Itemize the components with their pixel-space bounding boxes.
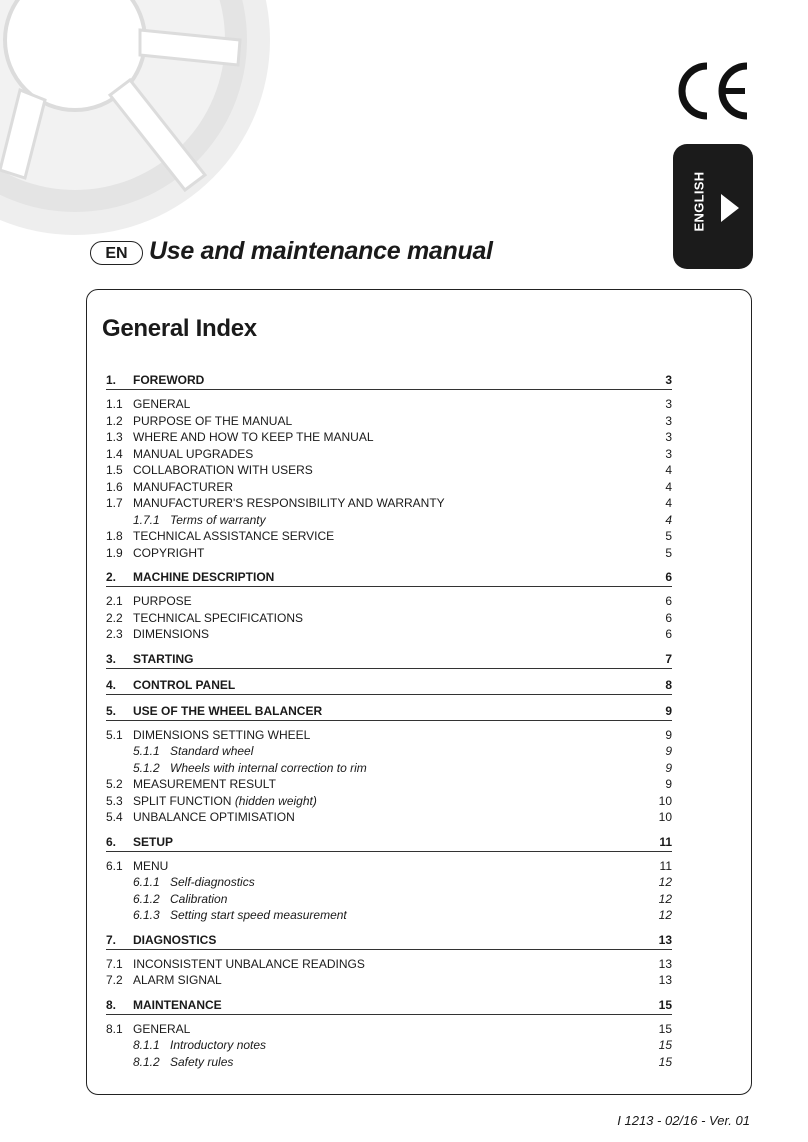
toc-subsection-row[interactable]: [106, 891, 672, 908]
toc-title-text: COLLABORATION WITH USERS: [133, 463, 313, 477]
toc-title: [133, 1021, 190, 1038]
toc-section-row[interactable]: [106, 972, 672, 989]
toc-title: [133, 446, 253, 463]
toc-subsection-row[interactable]: [106, 874, 672, 891]
toc-number: 8.1.2: [133, 1054, 160, 1069]
toc-page-number: 10: [658, 793, 672, 808]
toc-subsection-row[interactable]: [106, 1037, 672, 1054]
toc-chapter-row[interactable]: [106, 372, 672, 390]
toc-title-text: DIMENSIONS SETTING WHEEL: [133, 727, 311, 742]
toc-page-number: 3: [665, 397, 672, 411]
toc-title-text: TECHNICAL SPECIFICATIONS: [133, 610, 304, 625]
toc-title-text: GENERAL: [133, 1021, 191, 1036]
toc-section-row[interactable]: [106, 429, 672, 446]
toc-number: 2.3: [106, 627, 123, 641]
toc-title-text: MEASUREMENT RESULT: [133, 777, 276, 791]
toc-title-text: DIMENSIONS: [133, 627, 210, 641]
toc-title: [133, 545, 204, 562]
toc-number: 1.7.1: [133, 512, 160, 527]
toc-section-row[interactable]: [106, 626, 672, 643]
toc-number: 1.7: [106, 496, 123, 510]
toc-title: [133, 858, 168, 875]
toc-title: [133, 956, 365, 973]
wheel-graphic: [0, 0, 290, 240]
toc-title-text: Self-diagnostics: [170, 875, 255, 889]
toc-title-text: UNBALANCE OPTIMISATION: [133, 810, 295, 824]
toc-title: [133, 495, 445, 512]
ce-mark-icon: [673, 58, 751, 124]
toc-page-number: 9: [665, 777, 672, 791]
toc-page-number: 10: [658, 810, 672, 824]
toc-title: [133, 396, 190, 413]
toc-number: 1.4: [106, 446, 123, 461]
toc-number: 1.1: [106, 397, 123, 411]
toc-page-number: 9: [665, 727, 672, 742]
toc-title-text: CONTROL PANEL: [133, 677, 236, 692]
toc-title-text: Terms of warranty: [170, 512, 266, 527]
toc-title-text: PURPOSE OF THE MANUAL: [133, 413, 293, 428]
toc-number: 5.2: [106, 777, 123, 791]
language-tab[interactable]: [673, 144, 753, 269]
toc-page-number: 6: [665, 610, 672, 625]
toc-title-text: STARTING: [133, 651, 194, 666]
toc-title: [133, 593, 192, 610]
toc-number: 5.1.1: [133, 744, 160, 758]
toc-title-text: USE OF THE WHEEL BALANCER: [133, 703, 323, 718]
toc-subsection-row[interactable]: [106, 743, 672, 760]
toc-title-text: Wheels with internal correction to rim: [170, 760, 367, 775]
version-footer: I 1213 - 02/16 - Ver. 01: [617, 1113, 750, 1128]
toc-number: 4.: [106, 677, 117, 692]
toc-number: 1.5: [106, 463, 123, 477]
toc-title-text: Safety rules: [170, 1054, 234, 1069]
toc-subsection-row[interactable]: [106, 512, 672, 529]
toc-number: 5.1.2: [133, 760, 160, 775]
toc-number: 5.: [106, 703, 117, 718]
toc-number: 6.1.1: [133, 875, 160, 889]
toc-page-number: 4: [665, 463, 672, 477]
toc-page-number: 5: [665, 545, 672, 560]
toc-title: [170, 874, 255, 891]
language-tab-label: ENGLISH: [691, 171, 707, 232]
toc-number: 1.: [106, 373, 117, 387]
toc-page-number: 8: [665, 677, 672, 692]
toc-title: [133, 372, 204, 389]
toc-section-row[interactable]: [106, 776, 672, 793]
toc-page-number: 9: [665, 703, 672, 718]
toc-chapter-row[interactable]: [106, 569, 672, 587]
toc-chapter-row[interactable]: [106, 703, 672, 721]
toc-number: 2.: [106, 570, 117, 584]
toc-section-row[interactable]: [106, 495, 672, 512]
toc-title-text: ALARM SIGNAL: [133, 973, 222, 987]
toc-title: [170, 907, 347, 924]
index-title: General Index: [102, 315, 257, 342]
toc-number: 1.6: [106, 479, 123, 494]
toc-section-row[interactable]: [106, 793, 672, 810]
toc-title: [170, 891, 227, 908]
toc-title-text: INCONSISTENT UNBALANCE READINGS: [133, 956, 365, 971]
toc-title: [133, 776, 276, 793]
toc-section-row[interactable]: [106, 809, 672, 826]
toc-title: [170, 743, 253, 760]
toc-section-row[interactable]: [106, 727, 672, 744]
toc-number: 7.: [106, 932, 117, 947]
toc-number: 1.3: [106, 430, 123, 444]
toc-title-note: (hidden weight): [234, 793, 317, 808]
toc-page-number: 3: [665, 430, 672, 444]
toc-chapter-row[interactable]: [106, 651, 672, 669]
toc-title: [133, 429, 374, 446]
toc-section-row[interactable]: [106, 446, 672, 463]
toc-title-text: Setting start speed measurement: [170, 908, 347, 922]
toc-number: 1.9: [106, 545, 123, 560]
toc-section-row[interactable]: [106, 413, 672, 430]
toc-title-text: WHERE AND HOW TO KEEP THE MANUAL: [133, 430, 374, 444]
toc-page-number: 3: [665, 413, 672, 428]
toc-number: 5.4: [106, 810, 123, 824]
toc-page-number: 15: [658, 1038, 672, 1052]
toc-number: 8.: [106, 997, 117, 1012]
toc-section-row[interactable]: [106, 1021, 672, 1038]
toc-title-text: MAINTENANCE: [133, 997, 222, 1012]
toc-title: [133, 626, 209, 643]
arrow-right-icon: [721, 194, 739, 222]
toc-title: [133, 479, 233, 496]
toc-number: 8.1.1: [133, 1038, 160, 1052]
toc-page-number: 3: [665, 446, 672, 461]
language-badge: EN: [90, 241, 143, 265]
toc-page-number: 7: [665, 651, 672, 666]
toc-page-number: 6: [665, 570, 672, 584]
toc-title-text: MENU: [133, 858, 169, 873]
toc-title-text: SETUP: [133, 834, 174, 849]
toc-title-text: TECHNICAL ASSISTANCE SERVICE: [133, 529, 335, 543]
toc-title-text: COPYRIGHT: [133, 545, 205, 560]
toc-section-row[interactable]: [106, 545, 672, 562]
toc-number: 6.1.2: [133, 891, 160, 906]
toc-title: [133, 569, 274, 586]
toc-title: [133, 972, 222, 989]
toc-section-row[interactable]: [106, 610, 672, 627]
toc-section-row[interactable]: [106, 858, 672, 875]
toc-page-number: 5: [665, 529, 672, 543]
toc-chapter-row[interactable]: [106, 834, 672, 852]
toc-number: 2.1: [106, 594, 123, 608]
toc-number: 2.2: [106, 610, 123, 625]
toc-title: [133, 932, 216, 949]
toc-page-number: 11: [659, 834, 672, 849]
toc-title-text: SPLIT FUNCTION: [133, 793, 232, 808]
toc-page-number: 13: [658, 932, 672, 947]
toc-title-text: Introductory notes: [170, 1038, 267, 1052]
toc-chapter-row[interactable]: [106, 997, 672, 1015]
toc-chapter-row[interactable]: [106, 932, 672, 950]
toc-page-number: 4: [665, 512, 672, 527]
toc-title-text: MACHINE DESCRIPTION: [133, 570, 275, 584]
toc-number: 5.1: [106, 727, 123, 742]
toc-title-text: MANUFACTURER'S RESPONSIBILITY AND WARRANTY: [133, 496, 445, 510]
toc-section-row[interactable]: [106, 396, 672, 413]
toc-title-text: DIAGNOSTICS: [133, 932, 217, 947]
toc-page-number: 6: [665, 627, 672, 641]
toc-page-number: 15: [658, 1054, 672, 1069]
toc-number: 8.1: [106, 1021, 123, 1036]
toc-page-number: 9: [665, 744, 672, 758]
toc-section-row[interactable]: [106, 956, 672, 973]
toc-section-row[interactable]: [106, 528, 672, 545]
toc-number: 7.1: [106, 956, 123, 971]
toc-number: 3.: [106, 651, 117, 666]
toc-subsection-row[interactable]: [106, 907, 672, 924]
toc-page-number: 4: [665, 496, 672, 510]
toc-page-number: 11: [659, 858, 672, 873]
toc-page-number: 12: [658, 908, 672, 922]
toc-title-text: Standard wheel: [170, 744, 254, 758]
toc-title: [133, 997, 222, 1014]
toc-section-row[interactable]: [106, 593, 672, 610]
toc-subsection-row[interactable]: [106, 760, 672, 777]
toc-page-number: 12: [658, 875, 672, 889]
toc-title-text: PURPOSE: [133, 594, 192, 608]
toc-number: 6.1.3: [133, 908, 160, 922]
toc-page-number: 15: [658, 1021, 672, 1036]
toc-title: [133, 793, 317, 810]
manual-title: Use and maintenance manual: [149, 237, 493, 265]
toc-title-text: Calibration: [170, 891, 228, 906]
toc-title: [133, 610, 303, 627]
toc-page-number: 13: [658, 973, 672, 987]
toc-number: 1.8: [106, 529, 123, 543]
toc-section-row[interactable]: [106, 462, 672, 479]
toc-title: [133, 413, 292, 430]
toc-page-number: 6: [665, 594, 672, 608]
toc-number: 6.1: [106, 858, 123, 873]
toc-title-text: GENERAL: [133, 397, 191, 411]
toc-chapter-row[interactable]: [106, 677, 672, 695]
toc-title-text: MANUAL UPGRADES: [133, 446, 254, 461]
toc-title: [133, 834, 173, 851]
toc-title-text: FOREWORD: [133, 373, 205, 387]
toc-page-number: 3: [665, 373, 672, 387]
toc-title: [133, 651, 193, 668]
toc-title: [170, 1054, 233, 1071]
toc-title: [170, 512, 266, 529]
toc-title: [133, 462, 313, 479]
toc-number: 7.2: [106, 973, 123, 987]
toc-section-row[interactable]: [106, 479, 672, 496]
table-of-contents: [106, 372, 672, 1070]
toc-title: [133, 528, 334, 545]
toc-title: [170, 1037, 266, 1054]
toc-title: [133, 809, 295, 826]
toc-page-number: 4: [665, 479, 672, 494]
toc-number: 6.: [106, 834, 117, 849]
toc-number: 1.2: [106, 413, 123, 428]
toc-page-number: 13: [658, 956, 672, 971]
toc-title-text: MANUFACTURER: [133, 479, 234, 494]
toc-subsection-row[interactable]: [106, 1054, 672, 1071]
toc-title: [133, 727, 310, 744]
toc-page-number: 12: [658, 891, 672, 906]
toc-number: 5.3: [106, 793, 123, 808]
toc-title: [133, 677, 235, 694]
toc-page-number: 15: [658, 997, 672, 1012]
toc-title: [170, 760, 367, 777]
toc-title: [133, 703, 322, 720]
toc-page-number: 9: [665, 760, 672, 775]
